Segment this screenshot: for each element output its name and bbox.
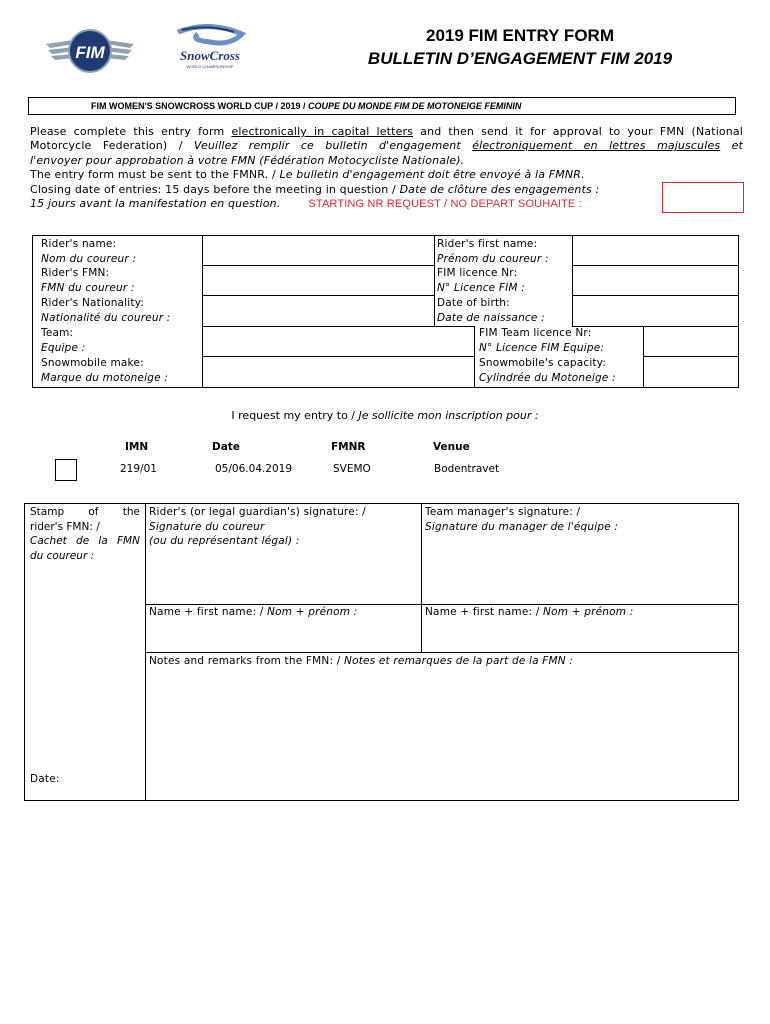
form-title-fr: BULLETIN D’ENGAGEMENT FIM 2019 [367, 49, 673, 68]
stamp-label: Stamp of the rider's FMN: / Cachet de la FMN du coureur : [30, 506, 140, 562]
svg-text:WORLD CHAMPIONSHIP: WORLD CHAMPIONSHIP [186, 64, 234, 69]
svg-text:SnowCross: SnowCross [180, 48, 240, 63]
snowmobile-capacity-label: Snowmobile's capacity: Cylindrée du Motoneige : [479, 357, 616, 384]
event-name-fr: COUPE DU MONDE FIM DE MOTONEIGE FEMININ [308, 101, 522, 111]
form-title: 2019 FIM ENTRY FORM [426, 26, 614, 45]
event-checkbox[interactable] [55, 459, 77, 481]
fim-licence-field[interactable] [572, 265, 739, 296]
event-venue: Bodentravet [434, 463, 500, 475]
team-field[interactable] [202, 326, 475, 357]
instr-text: Date de clôture des engagements : [399, 182, 600, 196]
event-name-bar [28, 97, 736, 115]
manager-name-label: Name + first name: / Nom + prénom : [425, 606, 634, 618]
manager-signature-label: Team manager's signature: / Signature du manager de l'équipe : [425, 506, 619, 533]
col-imn: IMN [125, 441, 149, 453]
rider-name-label: Rider's name: Nom du coureur : [41, 238, 137, 265]
instr-text: and then send it for approval to your FMN (National [413, 125, 744, 138]
instr-text: et [720, 139, 743, 153]
instr-text: électroniquement en lettres majuscules [472, 139, 721, 153]
starting-nr-input[interactable] [662, 182, 744, 213]
event-fmnr: SVEMO [333, 463, 371, 475]
fmn-notes-field[interactable] [145, 652, 739, 801]
instructions [30, 125, 743, 211]
instr-text: Closing date of entries: 15 days before the meeting in question / [30, 182, 400, 196]
event-name-en: FIM WOMEN'S SNOWCROSS WORLD CUP / 2019 / [91, 101, 308, 111]
event-imn: 219/01 [120, 463, 157, 475]
instr-text: electronically in capital letters [231, 125, 414, 138]
rider-fmn-label: Rider's FMN: FMN du coureur : [41, 267, 135, 294]
rider-first-name-field[interactable] [572, 235, 739, 266]
starting-nr-label: STARTING NR REQUEST / NO DEPART SOUHAITE : [308, 198, 582, 211]
fim-logo [44, 26, 136, 76]
svg-text:FIM: FIM [75, 43, 105, 62]
instr-text: Motorcycle Federation) / [30, 139, 194, 153]
team-licence-field[interactable] [643, 326, 739, 357]
fim-licence-label: FIM licence Nr: N° Licence FIM : [437, 267, 525, 294]
rider-name-field[interactable] [202, 235, 435, 266]
instr-text: 15 jours avant la manifestation en question. [30, 197, 281, 211]
col-date: Date [212, 441, 240, 453]
col-venue: Venue [433, 441, 470, 453]
instr-text: l'envoyer pour approbation à votre FMN (Fédération Motocycliste Nationale). [30, 153, 465, 167]
snowmobile-capacity-field[interactable] [643, 356, 739, 388]
date-label: Date: [30, 773, 60, 785]
rider-first-name-label: Rider's first name: Prénom du coureur : [437, 238, 549, 265]
rider-signature-label: Rider's (or legal guardian's) signature: / Signature du coureur (ou du représentant légal) : [149, 506, 366, 548]
col-fmnr: FMNR [331, 441, 366, 453]
date-of-birth-field[interactable] [572, 295, 739, 327]
snowmobile-make-field[interactable] [202, 356, 475, 388]
rider-nationality-label: Rider's Nationality: Nationalité du coureur : [41, 297, 171, 324]
entry-request-label: I request my entry to / Je sollicite mon inscription pour : [231, 409, 539, 422]
rider-nationality-field[interactable] [202, 295, 435, 327]
instr-text: Veuillez remplir ce bulletin d'engagement [193, 139, 473, 153]
fmn-notes-label: Notes and remarks from the FMN: / Notes et remarques de la part de la FMN : [149, 655, 574, 667]
rider-details-table [32, 235, 739, 388]
rider-fmn-field[interactable] [202, 265, 435, 296]
team-licence-label: FIM Team licence Nr: N° Licence FIM Equipe: [479, 327, 605, 354]
instr-text: The entry form must be sent to the FMNR. / [30, 168, 280, 182]
snowmobile-make-label: Snowmobile make: Marque du motoneige : [41, 357, 169, 384]
event-date: 05/06.04.2019 [215, 463, 293, 475]
date-of-birth-label: Date of birth: Date de naissance : [437, 297, 545, 324]
rider-name-label: Name + first name: / Nom + prénom : [149, 606, 358, 618]
instr-text: Le bulletin d'engagement doit être envoyé à la FMNR. [279, 168, 585, 182]
team-label: Team: Equipe : [41, 327, 86, 354]
snowcross-logo [168, 24, 252, 72]
instr-text: Please complete this entry form [30, 125, 232, 138]
